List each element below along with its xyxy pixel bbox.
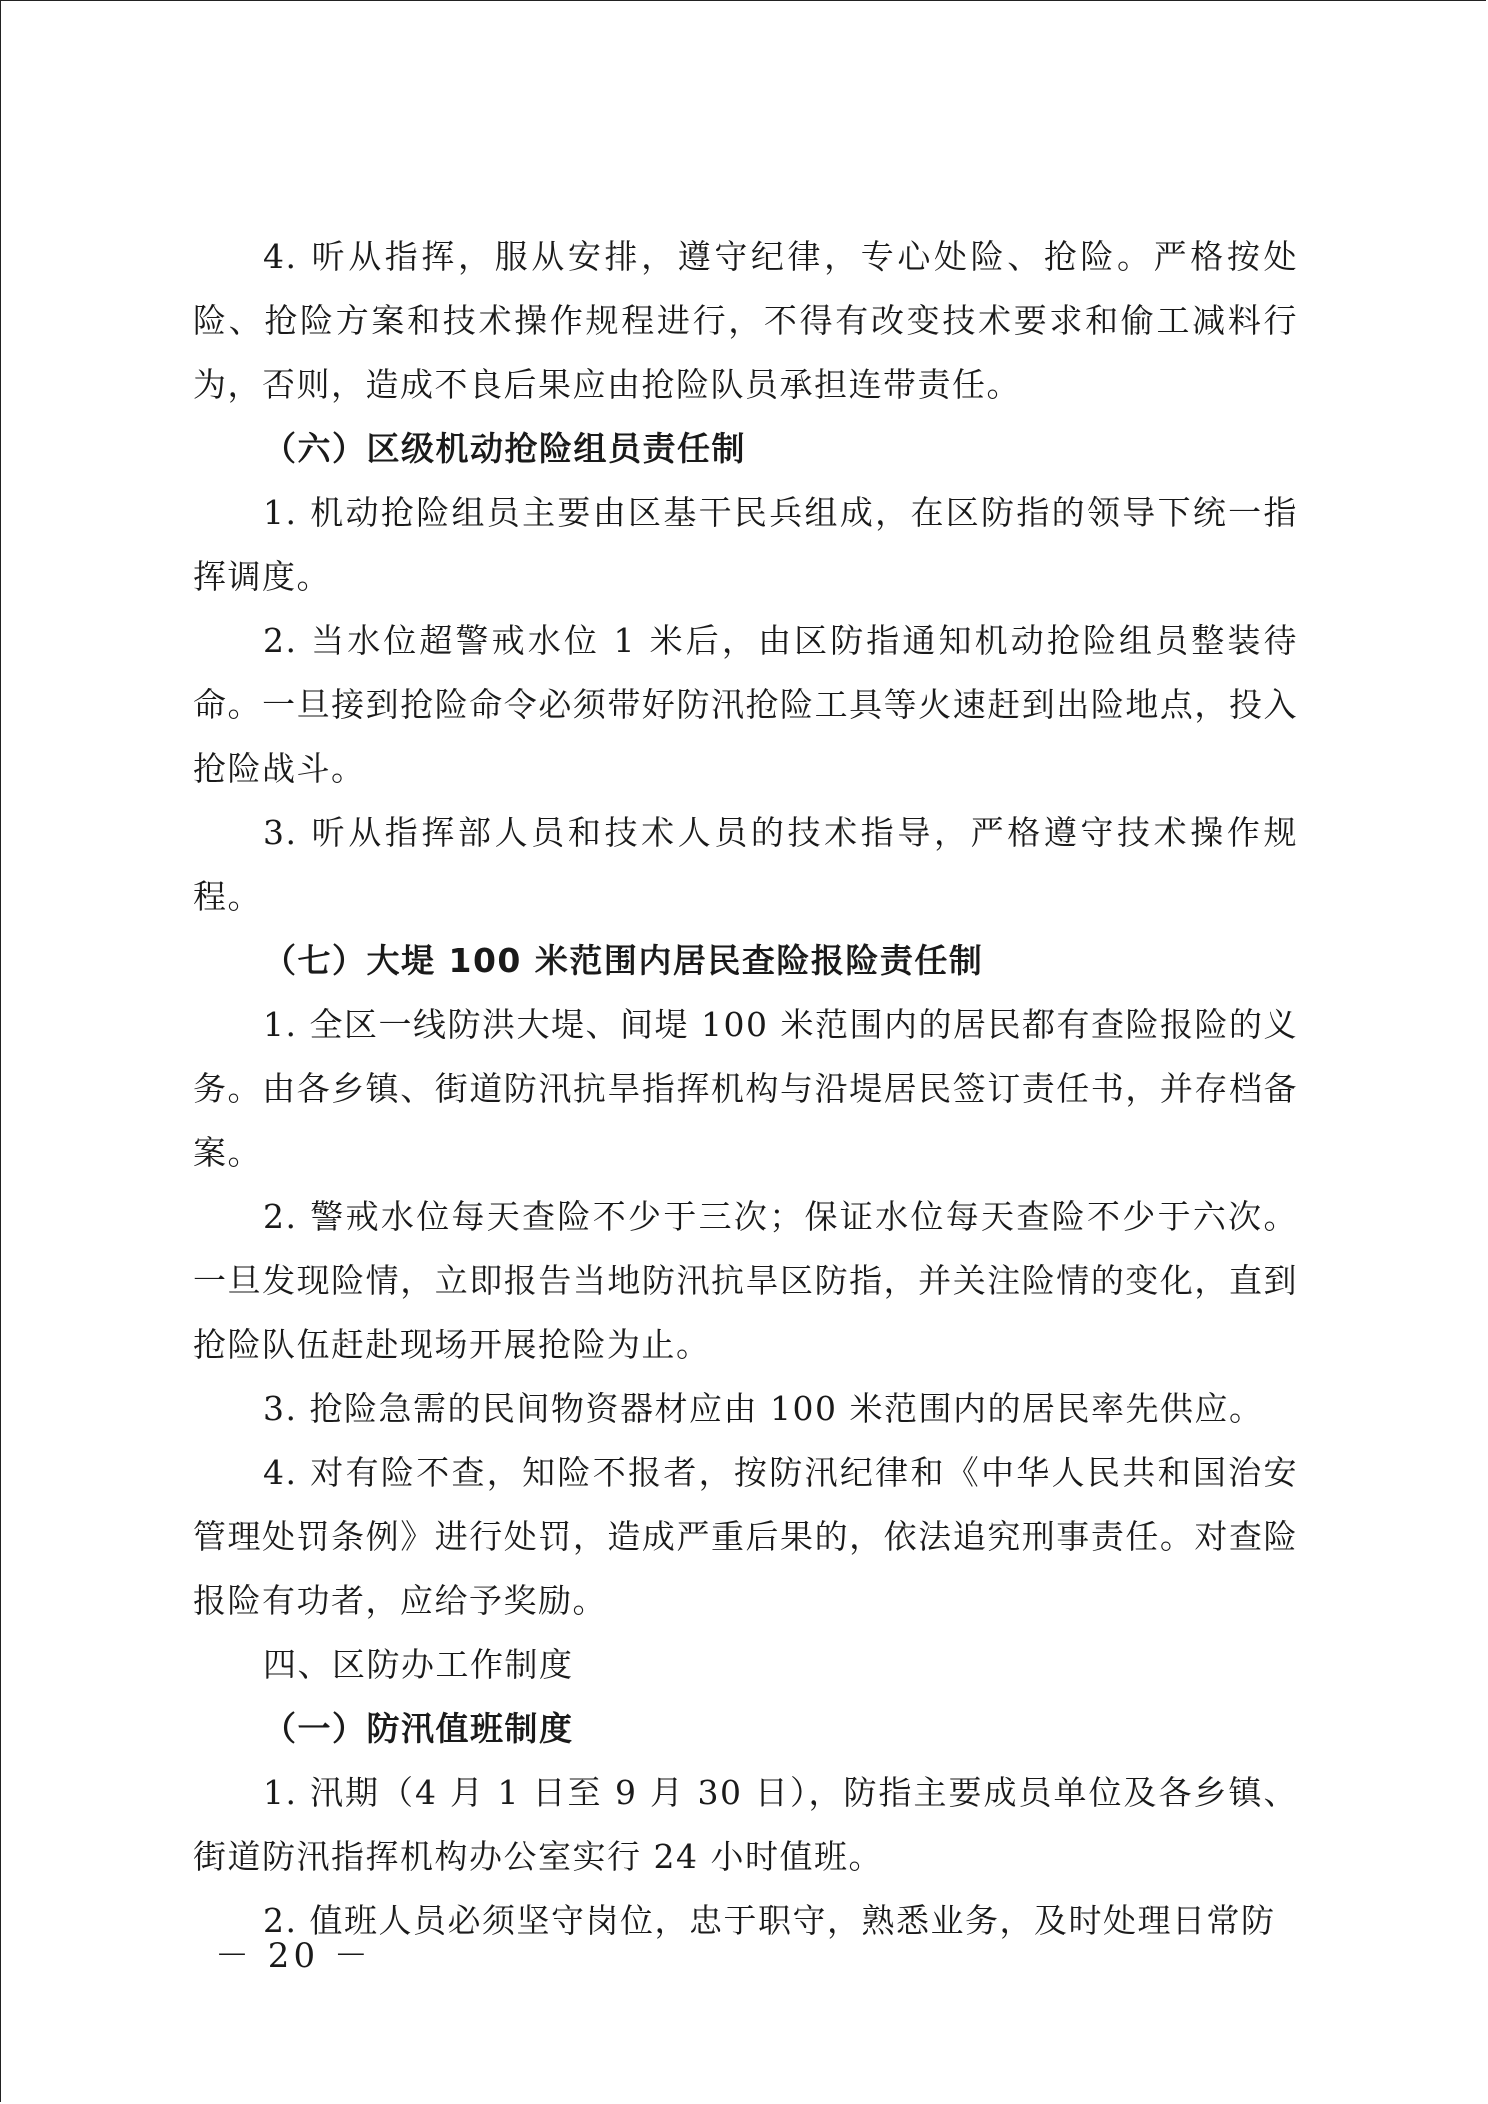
paragraph-dike-item-2: 2. 警戒水位每天查险不少于三次；保证水位每天查险不少于六次。一旦发现险情，立即报告当地防汛抗旱区防指，并关注险情的变化，直到抢险队伍赶赴现场开展抢险为止。 [193, 1197, 1298, 1364]
section-title-office-rules: 四、区防办工作制度 [263, 1645, 574, 1684]
document-body [193, 225, 1298, 1953]
paragraph-duty-item-2: 2. 值班人员必须坚守岗位，忠于职守，熟悉业务，及时处理日常防 [263, 1901, 1276, 1940]
paragraph-mobile-item-1: 1. 机动抢险组员主要由区基干民兵组成，在区防指的领导下统一指挥调度。 [193, 493, 1298, 596]
paragraph-dike-item-3: 3. 抢险急需的民间物资器材应由 100 米范围内的居民率先供应。 [263, 1389, 1264, 1428]
page-number: － 20 － [215, 1936, 372, 1976]
paragraph-duty-item-1: 1. 汛期（4 月 1 日至 9 月 30 日），防指主要成员单位及各乡镇、街道防汛指挥机构办公室实行 24 小时值班。 [193, 1773, 1298, 1876]
heading-dike-resident-responsibility: （七）大堤 100 米范围内居民查险报险责任制 [263, 941, 984, 980]
heading-duty-system: （一）防汛值班制度 [263, 1709, 574, 1748]
paragraph-dike-item-4: 4. 对有险不查，知险不报者，按防汛纪律和《中华人民共和国治安管理处罚条例》进行处罚，造成严重后果的，依法追究刑事责任。对查险报险有功者，应给予奖励。 [193, 1453, 1298, 1620]
paragraph-mobile-item-3: 3. 听从指挥部人员和技术人员的技术指导，严格遵守技术操作规程。 [193, 813, 1298, 916]
paragraph-mobile-item-2: 2. 当水位超警戒水位 1 米后，由区防指通知机动抢险组员整装待命。一旦接到抢险命令必须带好防汛抢险工具等火速赶到出险地点，投入抢险战斗。 [193, 621, 1298, 788]
paragraph-item-4-obey-command: 4. 听从指挥，服从安排，遵守纪律，专心处险、抢险。严格按处险、抢险方案和技术操作规程进行，不得有改变技术要求和偷工减料行为，否则，造成不良后果应由抢险队员承担连带责任。 [193, 237, 1298, 404]
paragraph-dike-item-1: 1. 全区一线防洪大堤、间堤 100 米范围内的居民都有查险报险的义务。由各乡镇、街道防汛抗旱指挥机构与沿堤居民签订责任书，并存档备案。 [193, 1005, 1298, 1172]
heading-mobile-rescue-responsibility: （六）区级机动抢险组员责任制 [263, 429, 746, 468]
